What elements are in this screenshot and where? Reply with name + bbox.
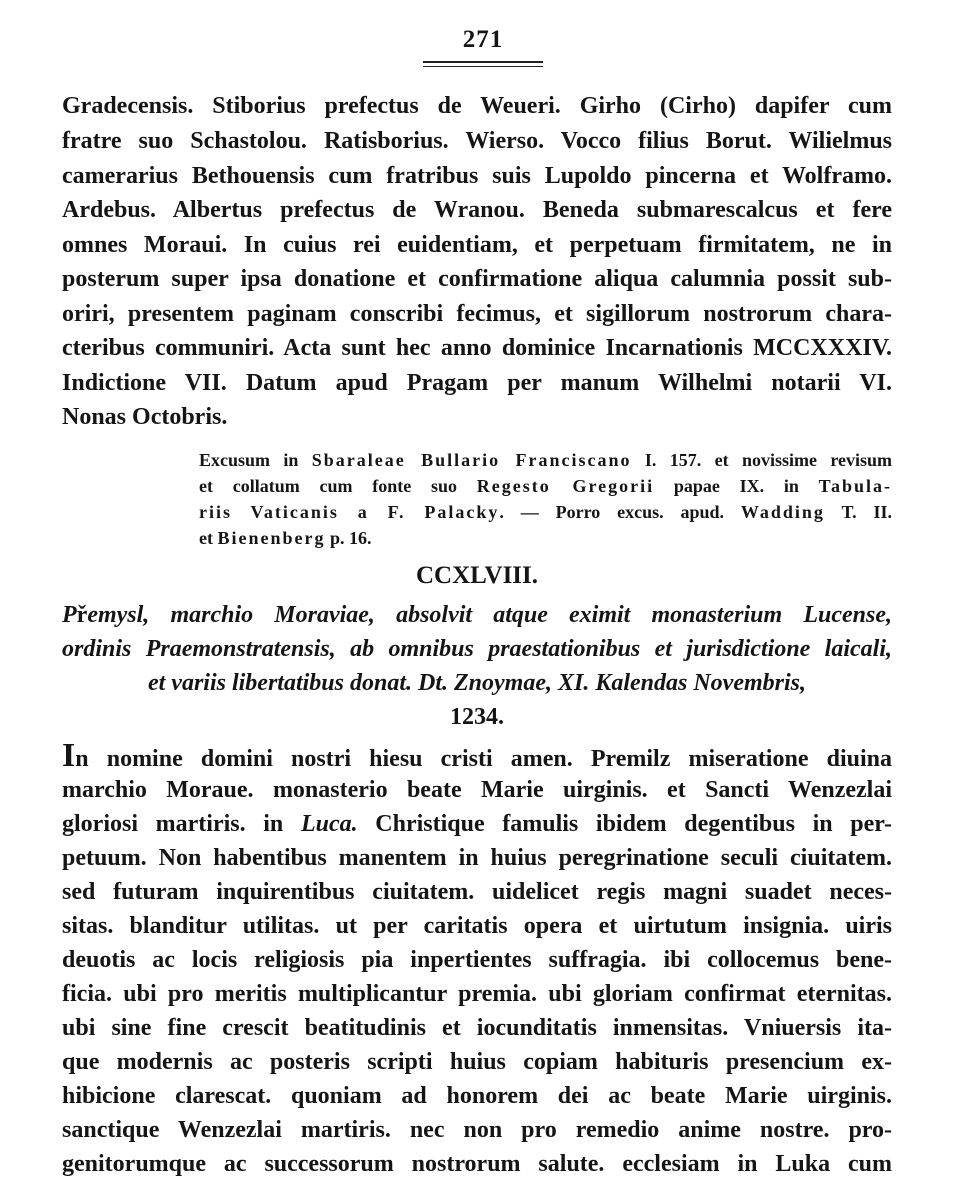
note-text: p. 16. bbox=[325, 528, 372, 548]
page-number: 271 bbox=[462, 26, 504, 53]
note-text: T. II. bbox=[824, 502, 892, 522]
note-spaced-text: Wadding bbox=[740, 502, 825, 522]
text-line: deuotis ac locis religiosis pia inpertientes suffragia. ibi collocemus bene- bbox=[62, 947, 892, 973]
text-line: genitorumque ac successorum nostrorum salute. ecclesiam in Luka cum bbox=[62, 1151, 892, 1177]
text-line: Gradecensis. Stiborius prefectus de Weueri. Girho (Cirho) dapifer cum bbox=[62, 93, 892, 119]
note-line bbox=[199, 498, 892, 526]
text-line bbox=[62, 739, 892, 773]
note-spaced-text: Tabula- bbox=[818, 476, 892, 496]
text-line: sitas. blanditur utilitas. ut per caritatis opera et uirtutum insignia. uiris bbox=[62, 913, 892, 939]
note-text: Excusum in bbox=[199, 450, 312, 470]
text-line: ficia. ubi pro meritis multiplicantur premia. ubi gloriam confirmat eternitas. bbox=[62, 981, 892, 1007]
text-run: n nomine domini nostri hiesu cristi amen. Premilz miseratione diuina bbox=[75, 746, 892, 772]
text-line: marchio Moraue. monasterio beate Marie uirginis. et Sancti Wenzezlai bbox=[62, 777, 892, 803]
note-text: papae IX. in bbox=[654, 476, 819, 496]
text-line: Ardebus. Albertus prefectus de Wranou. Beneda submarescalcus et fere bbox=[62, 197, 892, 223]
text-line: posterum super ipsa donatione et confirmatione aliqua calumnia possit sub- bbox=[62, 266, 892, 292]
text-line: oriri, presentem paginam conscribi fecimus, et sigillorum nostrorum chara- bbox=[62, 301, 892, 327]
text-line: ubi sine fine crescit beatitudinis et iocunditatis inmensitas. Vniuersis ita- bbox=[62, 1015, 892, 1041]
title-line bbox=[62, 598, 892, 632]
text-line: petuum. Non habentibus manentem in huius peregrinatione seculi ciuitatem. bbox=[62, 845, 892, 871]
title-line: et variis libertatibus donat. Dt. Znoymae, XI. Kalendas Novembris, bbox=[147, 670, 807, 696]
text-line: Nonas Octobris. bbox=[62, 404, 228, 430]
text-line: camerarius Bethouensis cum fratribus suis Lupoldo pincerna et Wolframo. bbox=[62, 163, 892, 189]
note-text: . — Porro excus. apud. bbox=[499, 502, 741, 522]
text-line: hibicione clarescat. quoniam ad honorem dei ac beate Marie uirginis. bbox=[62, 1083, 892, 1109]
note-spaced-text: Sbaraleae Bullario Franciscano bbox=[311, 450, 632, 470]
note-line bbox=[199, 472, 892, 500]
title-text: P bbox=[62, 602, 77, 628]
text-run: gloriosi martiris. in bbox=[62, 811, 301, 837]
text-line: omnes Moraui. In cuius rei euidentiam, et perpetuam firmitatem, ne in bbox=[62, 232, 892, 258]
title-line: ordinis Praemonstratensis, ab omnibus praestationibus et jurisdictione laicali, bbox=[62, 636, 892, 662]
note-spaced-text: Regesto Gregorii bbox=[476, 476, 655, 496]
text-line: sanctique Wenzezlai martiris. nec non pro remedio anime nostre. pro- bbox=[62, 1117, 892, 1143]
text-line bbox=[62, 807, 892, 841]
text-line: que modernis ac posteris scripti huius copiam habituris presencium ex- bbox=[62, 1049, 892, 1075]
page-number-rule-thin bbox=[423, 66, 543, 67]
note-spaced-text: riis Vaticanis a F. Palacky bbox=[199, 502, 500, 522]
document-number: CCXLVIII. bbox=[415, 562, 539, 589]
page-number-rule bbox=[423, 61, 543, 63]
note-text: et collatum cum fonte suo bbox=[199, 476, 477, 496]
text-run: Christique famulis ibidem degentibus in per- bbox=[357, 811, 892, 837]
italic-place-name: Luca. bbox=[300, 811, 358, 837]
text-line: sed futuram inquirentibus ciuitatem. uidelicet regis magni suadet neces- bbox=[62, 879, 892, 905]
note-line bbox=[199, 524, 892, 552]
text-line: cteribus communiri. Acta sunt hec anno dominice Incarnationis MCCXXXIV. bbox=[62, 335, 892, 361]
title-text: ř bbox=[76, 602, 88, 628]
note-text: I. 157. et novissime revisum bbox=[631, 450, 892, 470]
initial-letter: I bbox=[62, 739, 76, 773]
text-line: fratre suo Schastolou. Ratisborius. Wierso. Vocco filius Borut. Wilielmus bbox=[62, 128, 892, 154]
title-year: 1234. bbox=[450, 704, 504, 730]
note-line bbox=[199, 446, 892, 474]
note-text: et bbox=[199, 528, 218, 548]
title-text: emysl, marchio Moraviae, absolvit atque eximit monasterium Lucense, bbox=[87, 602, 892, 628]
note-spaced-text: Bienenberg bbox=[217, 528, 326, 548]
text-line: Indictione VII. Datum apud Pragam per manum Wilhelmi notarii VI. bbox=[62, 370, 892, 396]
